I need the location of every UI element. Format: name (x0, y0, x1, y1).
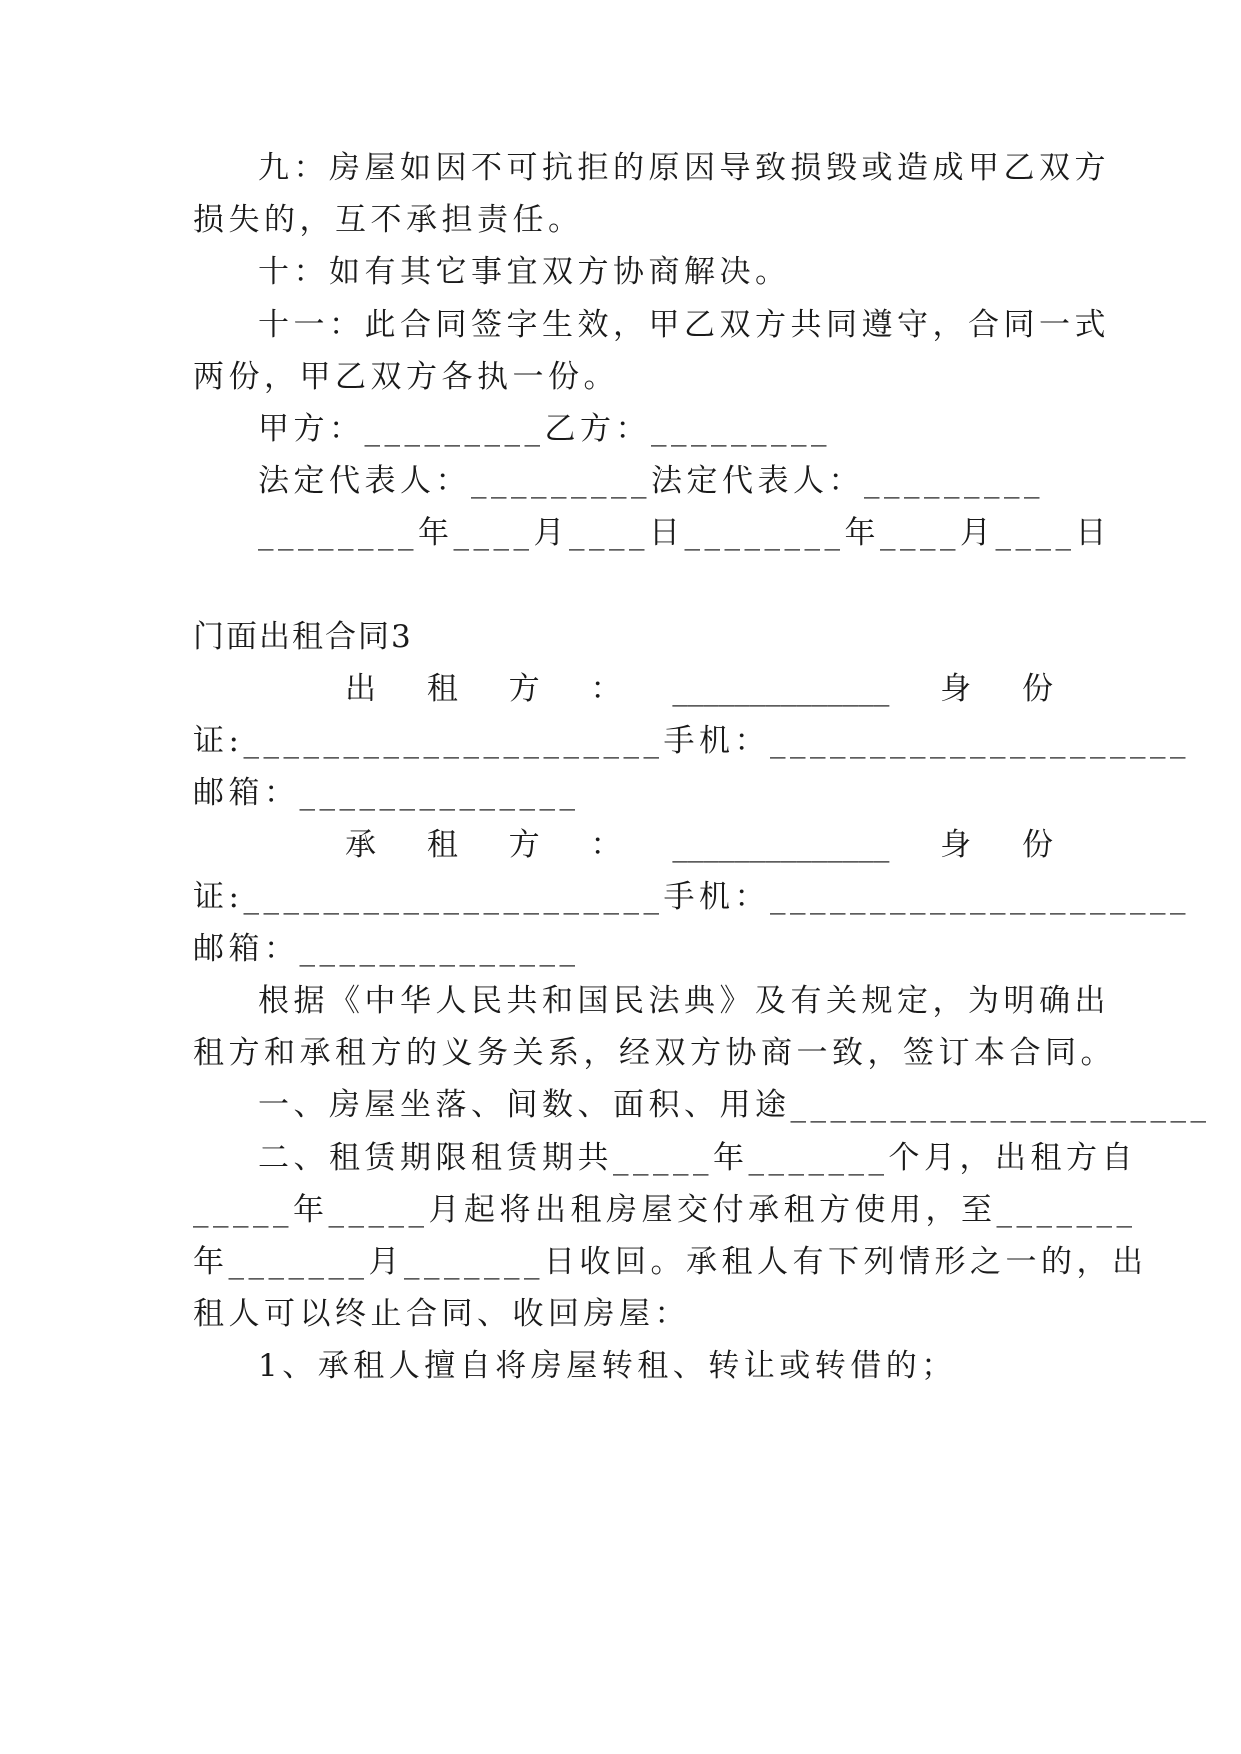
lessor-label-line (345, 669, 1053, 709)
item-2-line-3: 年_______月_______日收回。承租人有下列情形之一的，出 (193, 1244, 1148, 1280)
signature-date-line: ________年____月____日________年____月____日 (258, 515, 1111, 551)
lessee-char-1: 承 (345, 827, 376, 863)
clause-9-line-1: 九：房屋如因不可抗拒的原因导致损毁或造成甲乙双方 (258, 150, 1110, 186)
lessee-char-2: 租 (426, 827, 458, 863)
lessor-char-3: 方 (508, 671, 540, 707)
lessor-name-blank: ______________ (672, 671, 890, 707)
sub-item-1-line: 1、承租人擅自将房屋转租、转让或转借的； (258, 1348, 957, 1384)
lessee-id-phone-line: 证:_____________________手机：_____________________ (193, 879, 1190, 915)
signature-party-line: 甲方：_________乙方：_________ (258, 411, 831, 447)
lessee-char-3: 方 (508, 827, 540, 863)
lessee-name-blank: ______________ (672, 827, 890, 863)
lessor-id-char-1: 身 (940, 671, 972, 707)
clause-11-line-1: 十一：此合同签字生效，甲乙双方共同遵守，合同一式 (258, 307, 1110, 343)
clause-11-line-2: 两份，甲乙双方各执一份。 (193, 359, 619, 395)
preamble-line-1: 根据《中华人民共和国民法典》及有关规定，为明确出 (258, 983, 1110, 1019)
lessor-colon: ： (590, 671, 622, 707)
item-2-line-1: 二、租赁期限租赁期共_____年_______个月，出租方自 (258, 1140, 1137, 1176)
signature-representative-line: 法定代表人：_________法定代表人：_________ (258, 463, 1044, 499)
lessor-id-char-2: 份 (1021, 671, 1053, 707)
lessor-email-line: 邮箱：______________ (193, 775, 580, 811)
clause-10: 十：如有其它事宜双方协商解决。 (258, 254, 791, 290)
item-2-line-2: _____年_____月起将出租房屋交付承租方使用，至_______ (193, 1192, 1137, 1228)
preamble-line-2: 租方和承租方的义务关系，经双方协商一致，签订本合同。 (193, 1035, 1116, 1071)
clause-9-line-2: 损失的，互不承担责任。 (193, 202, 584, 238)
lessor-char-2: 租 (426, 671, 458, 707)
lessee-email-line: 邮箱：______________ (193, 931, 580, 967)
lessor-id-phone-line: 证:_____________________手机：_____________________ (193, 723, 1190, 759)
lessee-label-line (345, 825, 1053, 865)
lessee-colon: ： (590, 827, 622, 863)
lessee-id-char-1: 身 (940, 827, 972, 863)
lessee-id-char-2: 份 (1021, 827, 1053, 863)
item-1-line: 一、房屋坐落、间数、面积、用途_____________________ (258, 1087, 1211, 1123)
item-2-line-4: 租人可以终止合同、收回房屋： (193, 1296, 690, 1332)
contract-title: 门面出租合同3 (193, 619, 413, 655)
lessor-char-1: 出 (345, 671, 376, 707)
